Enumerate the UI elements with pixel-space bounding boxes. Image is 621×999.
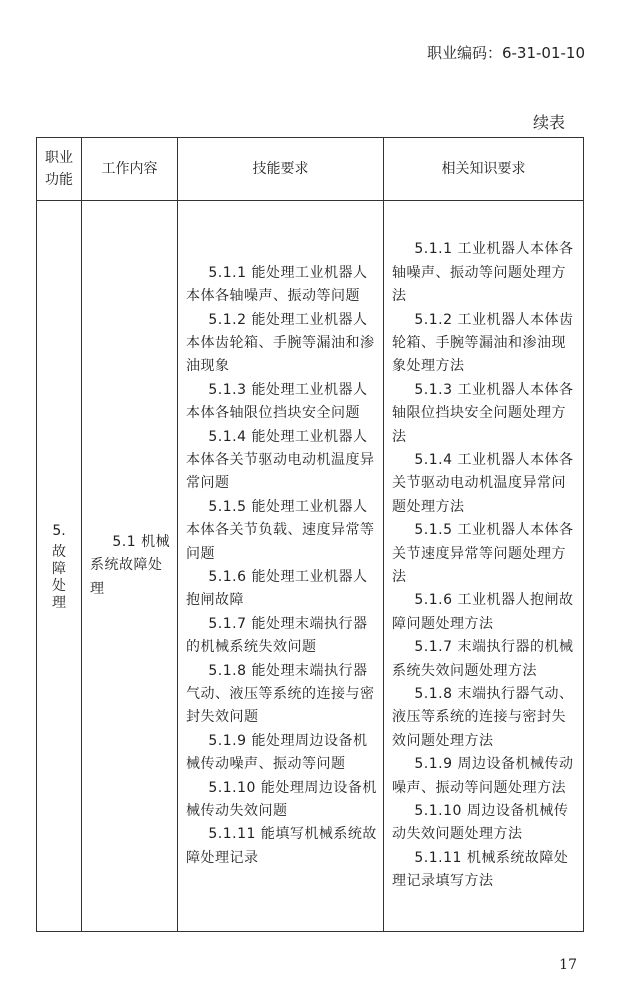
knowledge-cell <box>384 201 584 932</box>
knowledge-item: 5.1.7 末端执行器的机械系统失效问题处理方法 <box>392 639 574 679</box>
knowledge-item: 5.1.1 工业机器人本体各轴噪声、振动等问题处理方法 <box>392 241 574 305</box>
knowledge-item: 5.1.3 工业机器人本体各轴限位挡块安全问题处理方法 <box>392 381 574 445</box>
skill-item: 5.1.10 能处理周边设备机械传动失效问题 <box>186 779 377 820</box>
skill-item: 5.1.7 能处理末端执行器的机械系统失效问题 <box>186 615 368 656</box>
knowledge-item: 5.1.9 周边设备机械传动噪声、振动等问题处理方法 <box>392 756 574 796</box>
function-char: 障 <box>52 560 66 577</box>
work-content-text: 5.1 机械系统故障处理 <box>90 533 171 597</box>
knowledge-item: 5.1.6 工业机器人抱闸故障问题处理方法 <box>392 592 574 632</box>
knowledge-item: 5.1.2 工业机器人本体齿轮箱、手腕等漏油和渗油现象处理方法 <box>392 311 574 375</box>
skill-item: 5.1.3 能处理工业机器人本体各轴限位挡块安全问题 <box>186 381 368 422</box>
skill-item: 5.1.6 能处理工业机器人抱闸故障 <box>186 569 368 609</box>
knowledge-item: 5.1.11 机械系统故障处理记录填写方法 <box>392 849 569 890</box>
header-skill-requirements: 技能要求 <box>178 138 384 201</box>
skill-item: 5.1.9 能处理周边设备机械传动噪声、振动等问题 <box>186 732 368 773</box>
skill-item: 5.1.1 能处理工业机器人本体各轴噪声、振动等问题 <box>186 264 368 305</box>
knowledge-item: 5.1.5 工业机器人本体各关节速度异常等问题处理方法 <box>392 522 574 585</box>
page-number: 17 <box>559 957 577 973</box>
header-work-content: 工作内容 <box>82 138 178 201</box>
function-char: 故 <box>52 543 66 560</box>
skill-item: 5.1.8 能处理末端执行器气动、液压等系统的连接与密封失效问题 <box>186 662 375 726</box>
requirements-table <box>36 137 584 932</box>
table-header-row <box>37 138 584 201</box>
work-content-cell <box>82 201 178 932</box>
function-cell <box>37 201 82 932</box>
function-number: 5. <box>52 523 66 540</box>
header-function: 职业 功能 <box>37 138 82 201</box>
skill-item: 5.1.11 能填写机械系统故障处理记录 <box>186 826 377 866</box>
continued-label: 续表 <box>532 113 565 132</box>
skill-item: 5.1.5 能处理工业机器人本体各关节负载、速度异常等问题 <box>186 498 375 562</box>
function-char: 处 <box>52 577 66 594</box>
knowledge-item: 5.1.4 工业机器人本体各关节驱动电动机温度异常问题处理方法 <box>392 451 574 515</box>
skill-item: 5.1.2 能处理工业机器人本体齿轮箱、手腕等漏油和渗油现象 <box>186 311 375 375</box>
table-row <box>37 201 584 932</box>
knowledge-item: 5.1.8 末端执行器气动、液压等系统的连接与密封失效问题处理方法 <box>392 686 574 749</box>
function-char: 理 <box>52 594 66 611</box>
knowledge-item: 5.1.10 周边设备机械传动失效问题处理方法 <box>392 803 569 843</box>
skills-cell <box>178 201 384 932</box>
header-knowledge-requirements: 相关知识要求 <box>384 138 584 201</box>
skill-item: 5.1.4 能处理工业机器人本体各关节驱动电动机温度异常问题 <box>186 428 375 492</box>
occupation-code: 职业编码：6-31-01-10 <box>426 44 585 62</box>
